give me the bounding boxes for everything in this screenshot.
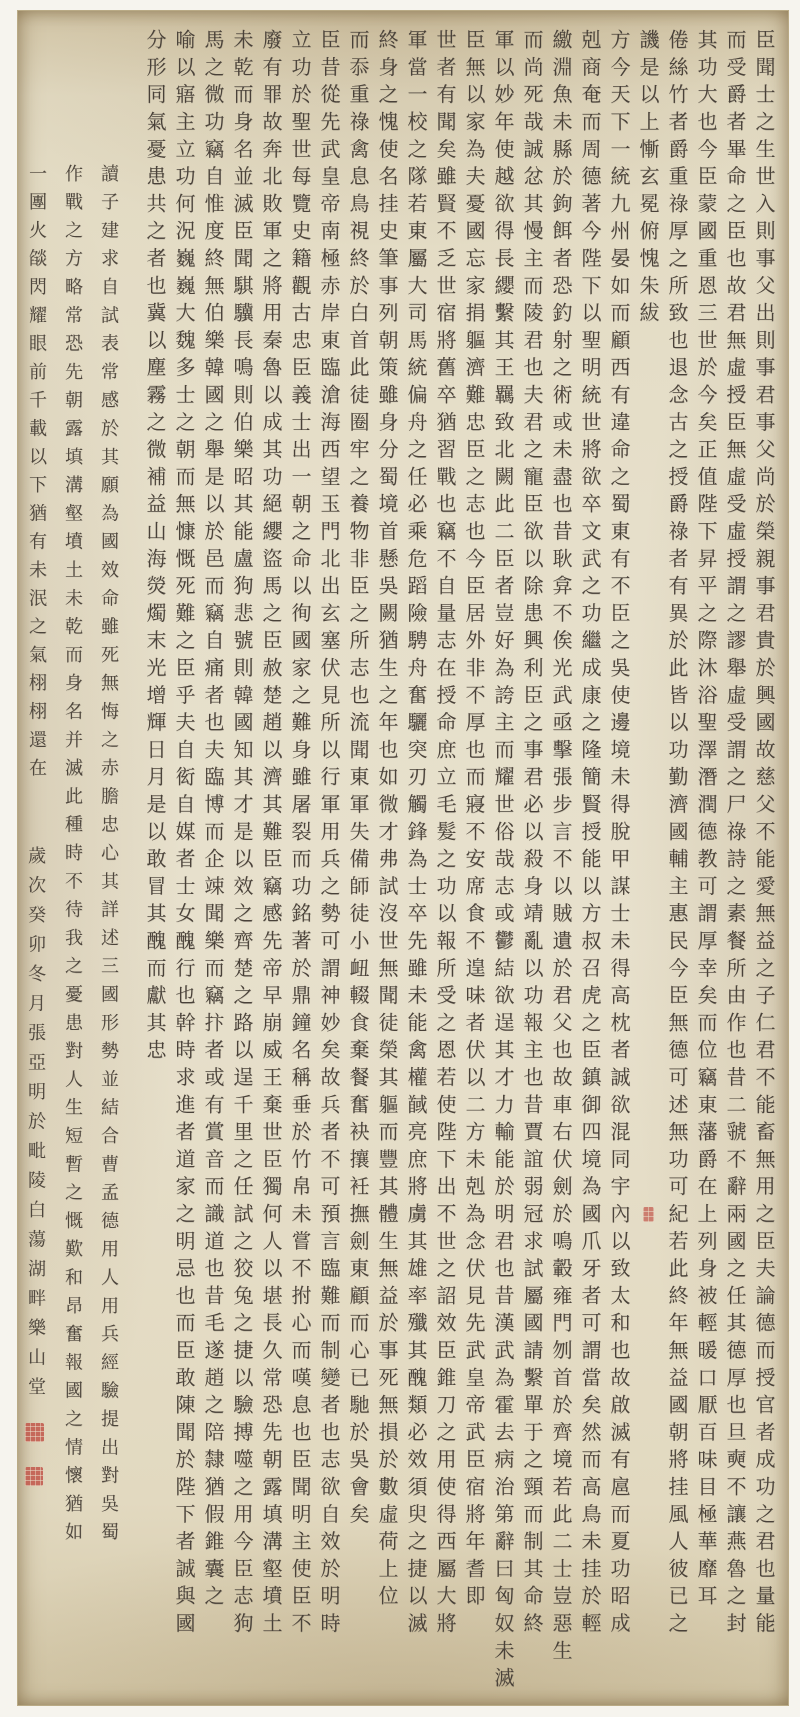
date-signature-column: 歲次癸卯冬月張亞明於毗陵白蕩湖畔樂山堂: [25, 846, 46, 1407]
main-text-column-14: 終身之愧使名挂史筆事列朝策雖身分蜀境首懸吳闕猶生之年也如微才弗試沒世無聞徒榮其軀而豐其體生無益於事死無損於數虛荷上位: [375, 29, 399, 1613]
main-text-column-13: 軍當一校之隊若東屬大司馬統偏舟之任必乘危蹈險騁舟奮驪突刃觸鋒為士卒先雖未能禽權馘亮庶將虜其雄率殲其醜類必效須臾之捷以滅: [404, 29, 428, 1640]
main-text-column-7: 剋商奄而周德著今陛下以聖明統世將欲卒文武之功繼成康之隆簡賢授能以方叔召虎之臣鎮御四境為國爪牙者可謂當矣然而高鳥未挂於輕: [578, 29, 602, 1640]
main-text-column-16: 臣昔從先武皇帝南極赤岸東臨滄海西望玉門北出玄塞伏見所以行軍用兵之勢可謂神妙矣故兵者不可預言臨難而制變者也志欲自效於明時: [317, 29, 341, 1640]
scroll-paper: [17, 10, 789, 1706]
main-text-column-22: 分形同氣憂患共之者也冀以塵霧之微補益山海熒燭末光增輝日月是以敢冒其醜而獻其忠: [143, 29, 167, 1067]
main-text-column-18: 廢有罪故奔北敗軍之將用秦魯以成其功絕纓盜馬之臣赦楚趙以濟其難臣竊感先帝早崩威王棄世臣獨何人以堪長久常恐先朝露填溝壑墳土: [259, 29, 283, 1640]
main-text-column-6: 方今天下一統九州晏如而顧西有違命之蜀東有不臣之吳使邊境未得脫甲謀士未得高枕者誠欲混同宇內以致太和也故啟滅有扈而夏功昭成: [607, 29, 631, 1640]
main-text-column-1: 臣聞士之生世入則事父出則事君事父尚於榮親事君貴於興國故慈父不能愛無益之子仁君不能畜無用之臣夫論德而授官者成功之君也量能: [752, 29, 776, 1640]
main-text-column-15: 而忝重祿禽息鳥視終於白首此徒圈牢之養物非臣之所志也流聞東軍失備師徒小衄輟食棄餐奮袂攘衽撫劍東顧而心已馳於吳會矣: [346, 29, 370, 1531]
main-text-column-12: 世者有聞矣雖賢不乏世宿將舊卒猶習戰也竊不自量志在授命庶立毛髮之功以報所受之恩若使陛下出不世之詔效臣錐刀之用使得西屬大將: [433, 29, 457, 1640]
main-text-column-19: 未乾而身名並滅臣聞騏驥長鳴則伯樂昭其能盧狗悲號則韓國知其才是以效之齊楚之路以逞千里之任試之狡兔之捷以驗搏噬之用今臣志狗: [230, 29, 254, 1640]
main-text-column-4: 倦絲竹者爵重祿厚之所致也退念古之授爵祿者有異於此皆以功勤濟國輔主惠民今臣無德可述無功可紀若此終年無益國朝將挂風人彼已之: [665, 29, 689, 1640]
small-leisure-seal: [643, 1207, 654, 1222]
main-text-column-2: 而受爵者畢命之臣也故君無虛授臣無虛受虛授謂之謬舉虛受謂之尸祿詩之素餐所由作也昔二虢不辭兩國之任其德厚也旦奭不讓燕魯之封: [723, 29, 747, 1640]
main-text-column-9: 而尚死哉誠忿其慢主而陵君也夫君之寵臣欲以除患興利臣之事君必以殺身靖亂以功報主也昔賈誼弱冠求試屬國請繫單于之頸而制其命終: [520, 29, 544, 1640]
colophon-column-2: 作戰之方略常恐先朝露填溝壑墳土未乾而身名并滅此種時不待我之憂患對人生短暫之慨歎和昂奮報國之情懷猶如: [62, 164, 83, 1551]
main-text-column-20: 馬之微功竊自惟度終無伯樂韓國之舉是以於邑而竊自痛者也夫臨博而企竦聞樂而竊抃者或有賞音而識道也昔毛遂趙之陪隸猶假錐囊之: [201, 29, 225, 1613]
main-text-column-10: 軍以妙年使越欲得長纓繫其王羈致北闕此二臣者豈好為誇主而耀世俗哉志或鬱結欲逞其才力輸能於明君也昔漢武為霍去病治第辭曰匈奴未滅: [491, 29, 515, 1695]
main-text-column-11: 臣無以家為夫憂國忘家捐軀濟難忠臣之志也今臣居外非不厚也而寢不安席食不遑味者伏以二方未剋為念伏見先武皇帝武臣宿將年耆即: [462, 29, 486, 1613]
artist-name-seal-lower: [25, 1467, 43, 1486]
main-text-column-21: 喻以寤主立功何況巍巍大魏多士之朝而無慷慨死難之臣乎夫自衒自媒者士女醜行也幹時求進者道家之明忌也而臣敢陳聞於陛下者誠與國: [172, 29, 196, 1640]
artist-name-seal-upper: [25, 1423, 44, 1442]
main-text-column-5: 譏是以上慚玄冕俯愧朱紱: [636, 29, 660, 330]
colophon-column-1: 讀子建求自試表常感於其願為國效命雖死無悔之赤膽忠心其詳述三國形勢並結合曹孟德用人用兵經驗提出對吳蜀: [98, 164, 119, 1551]
main-text-column-8: 繳淵魚未縣於鉤餌者恐釣射之術或未盡也昔耿弇不俟光武亟擊張步言不以賊遺於君父也故車右伏劍於鳴轂雍門刎首於齊境若此二士豈惡生: [549, 29, 573, 1667]
colophon-column-3: 一團火燄閃耀眼前千載以下猶有未泯之氣栩栩還在: [26, 164, 47, 787]
main-text-column-3: 其功大也今臣蒙國重恩三世於今矣正值陛下昇平之際沐浴聖澤潛潤德教可謂厚幸矣而位竊東藩爵在上列身被輕暖口厭百味目極華靡耳: [694, 29, 718, 1613]
main-text-column-17: 立功於聖世每覽史籍觀古忠臣義士出一朝之命以徇國家之難身雖屠裂而功銘著於鼎鐘名稱垂於竹帛未嘗不拊心而嘆息也臣聞明主使臣不: [288, 29, 312, 1640]
